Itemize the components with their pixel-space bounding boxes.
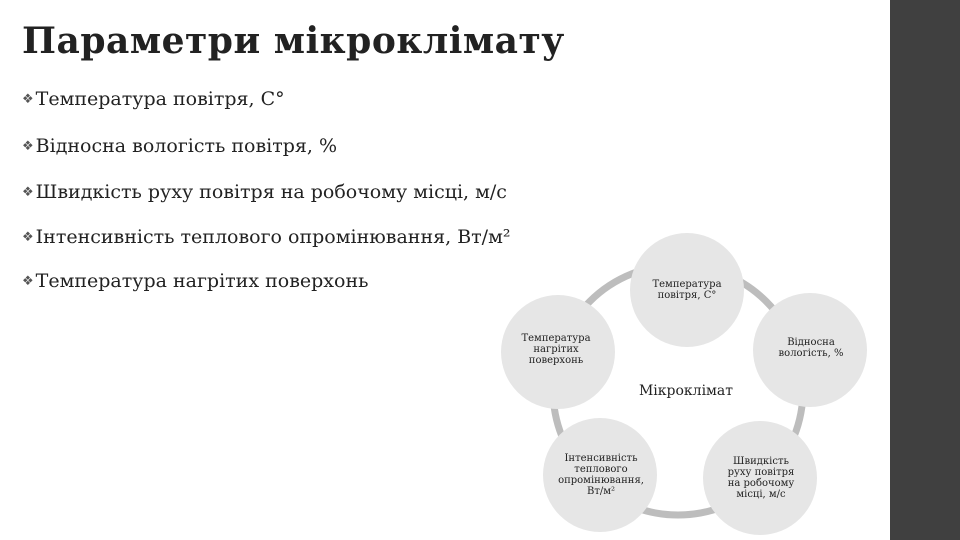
node-label: Температура нагрітих поверхонь [521, 332, 591, 366]
diamond-check-bullet-icon: ❖ [22, 138, 34, 154]
bullet-text: Відносна вологість повітря, % [35, 135, 338, 157]
bullet-text: Температура повітря, С° [35, 88, 285, 110]
diamond-check-bullet-icon: ❖ [22, 91, 34, 107]
bullet-text: Швидкість руху повітря на робочому місці, м/с [35, 181, 507, 203]
node-label: Температура повітря, С° [652, 279, 722, 301]
node-label: Відносна вологість, % [778, 337, 844, 359]
bullet-text: Інтенсивність теплового опромінювання, Вт/м² [35, 226, 511, 248]
diagram-center-label: Мікроклімат [638, 383, 734, 399]
node-label: Швидкість руху повітря на робочому місці, м/с [727, 456, 795, 500]
diamond-check-bullet-icon: ❖ [22, 273, 34, 289]
bullet-text: Температура нагрітих поверхонь [35, 270, 369, 292]
diamond-check-bullet-icon: ❖ [22, 184, 34, 200]
node-label: Інтенсивність теплового опромінювання, Вт/м² [558, 453, 644, 497]
page-title: Параметри мікроклімату [22, 20, 565, 62]
diamond-check-bullet-icon: ❖ [22, 229, 34, 245]
